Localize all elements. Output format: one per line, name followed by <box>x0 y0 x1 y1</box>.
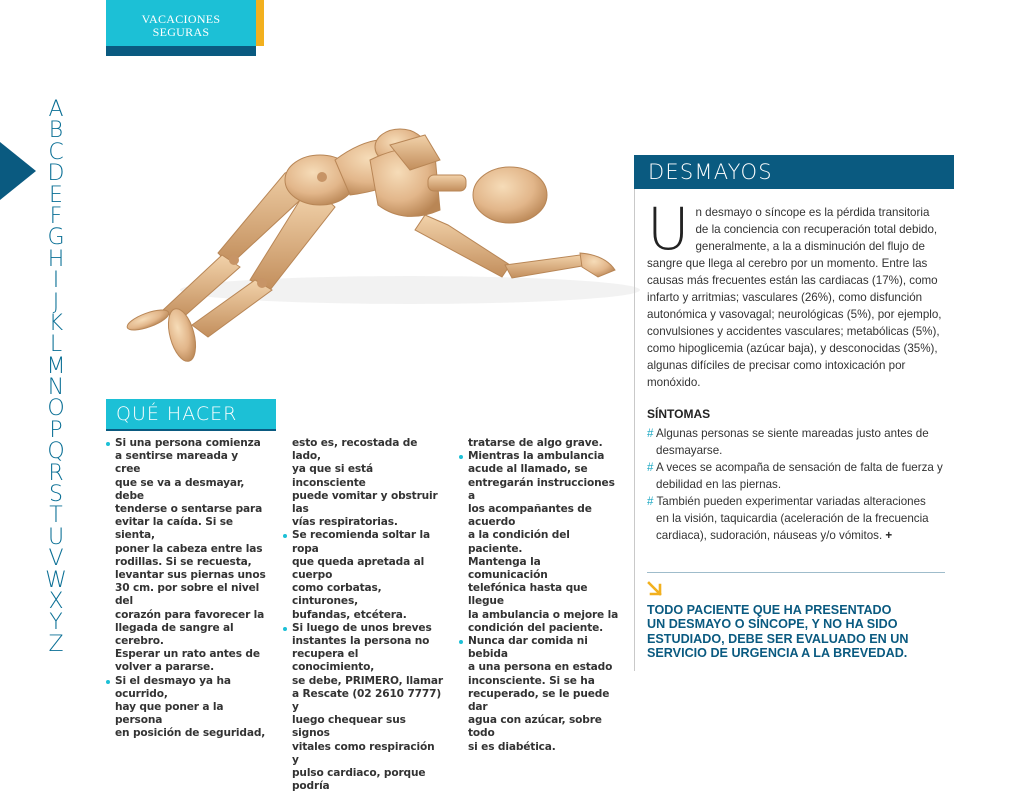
text-line: vitales como respiración y <box>292 740 435 766</box>
text-line: Si el desmayo ya ha ocurrido, <box>115 674 231 700</box>
text-line: También pueden experimentar variadas alteraciones <box>656 495 926 508</box>
alphabet-letter-a: A <box>48 97 64 122</box>
alphabet-letter-g: G <box>47 225 65 251</box>
text-line: si es diabética. <box>468 740 556 753</box>
text-line: generalmente, a la a disminución del flujo de <box>695 240 925 253</box>
text-line: Mientras la ambulancia <box>468 450 605 463</box>
text-line: UN DESMAYO O SÍNCOPE, Y NO HA SIDO <box>647 617 898 632</box>
text-line: ESTUDIADO, DEBE SER EVALUADO EN UN <box>647 631 909 646</box>
text-line: cardiaca), sudoración, náuseas y/o vómitos. <box>656 529 883 542</box>
text-line: poner la cabeza entre las <box>115 542 263 555</box>
alphabet-letter-x: X <box>48 588 64 614</box>
text-line: se debe, PRIMERO, llamar <box>292 674 443 687</box>
alphabet-index <box>44 99 68 655</box>
text-line: acude al llamado, se <box>468 463 588 476</box>
desmayos-intro <box>647 195 947 391</box>
text-line: como hipoglicemia (azúcar baja), y desconocidas (35%), <box>647 342 938 355</box>
alphabet-letter-j: J <box>52 289 60 315</box>
hash-bullet-icon: # <box>647 495 657 508</box>
que-hacer-title: QUÉ HACER <box>116 403 238 425</box>
alphabet-letter-z: Z <box>48 631 64 657</box>
text-line: a la condición del paciente. <box>468 529 570 555</box>
bullet-item <box>283 529 443 621</box>
text-line: los acompañantes de acuerdo <box>468 503 592 529</box>
alphabet-letter-o: O <box>47 396 65 422</box>
alphabet-letter-c: C <box>48 139 64 165</box>
text-line: luego chequear sus signos <box>292 714 406 740</box>
text-line: sangre que llega al cerebro por un momento. Entre las <box>647 257 928 270</box>
text-line: rodillas. Si se recuesta, <box>115 555 252 568</box>
text-line: la ambulancia o mejore la <box>468 608 619 621</box>
que-hacer-column-2 <box>283 437 443 793</box>
plus-icon: + <box>882 529 893 542</box>
text-line: bufandas, etcétera. <box>292 608 407 621</box>
text-line: 30 cm. por sobre el nivel del <box>115 582 260 608</box>
wooden-mannequin-illustration <box>110 115 630 385</box>
bullet-item <box>106 437 266 675</box>
sintoma-item <box>647 493 952 544</box>
text-line: SERVICIO DE URGENCIA A LA BREVEDAD. <box>647 646 908 661</box>
text-line: Nunca dar comida ni bebida <box>468 635 588 661</box>
alphabet-letter-p: P <box>49 417 63 443</box>
alphabet-letter-y: Y <box>49 610 63 636</box>
section-tab <box>106 0 256 56</box>
drop-cap: U <box>647 195 690 263</box>
text-line: inconsciente. Si se ha <box>468 674 595 687</box>
text-line: desmayarse. <box>656 444 723 457</box>
desmayos-title: DESMAYOS <box>648 160 773 184</box>
text-line: de la conciencia con recuperación total debido, <box>695 223 938 236</box>
alphabet-letter-s: S <box>49 482 63 508</box>
continuation-text <box>459 437 619 450</box>
alphabet-letter-l: L <box>49 332 63 358</box>
text-line: evitar la caída. Si se sienta, <box>115 516 233 542</box>
text-line: causas más frecuentes están las cardiacas (17%), como <box>647 274 938 287</box>
text-line: en la visión, taquicardia (aceleración de la frecuencia <box>656 512 929 525</box>
text-line: a una persona en estado <box>468 661 613 674</box>
text-line: A veces se acompaña de sensación de falta de fuerza y <box>656 461 943 474</box>
text-line: autonómica y vasovagal; neurológicas (5%), por ejemplo, <box>647 308 942 321</box>
text-line: ya que si está inconsciente <box>292 463 373 489</box>
text-line: en posición de seguridad, <box>115 727 266 740</box>
callout-text <box>647 603 947 661</box>
alphabet-letter-w: W <box>45 567 67 593</box>
alphabet-letter-t: T <box>49 503 63 529</box>
alphabet-letter-h: H <box>47 246 65 272</box>
alphabet-letter-q: Q <box>47 439 65 465</box>
text-line: instantes la persona no <box>292 635 430 648</box>
hash-bullet-icon: # <box>647 461 657 474</box>
text-line: a Rescate (02 2610 7777) y <box>292 687 442 714</box>
text-line: corazón para favorecer la <box>115 608 265 621</box>
que-hacer-heading <box>106 399 276 429</box>
text-line: debilidad en las piernas. <box>656 478 782 491</box>
alphabet-letter-e: E <box>49 182 63 208</box>
text-line: tenderse o sentarse para <box>115 503 263 516</box>
text-line: hay que poner a la persona <box>115 701 224 727</box>
text-line: puede vomitar y obstruir las <box>292 489 438 516</box>
bullet-item <box>459 450 619 635</box>
text-line: esto es, recostada de lado, <box>292 437 418 463</box>
alphabet-letter-f: F <box>49 203 63 229</box>
text-line: que queda apretada al cuerpo <box>292 555 425 582</box>
alphabet-letter-v: V <box>48 546 64 572</box>
text-line: entregarán instrucciones a <box>468 476 615 502</box>
text-line: agua con azúcar, sobre todo <box>468 714 602 740</box>
text-line: recupera el conocimiento, <box>292 648 375 674</box>
text-line: como corbatas, cinturones, <box>292 582 382 608</box>
alphabet-letter-r: R <box>48 460 64 486</box>
desmayos-heading <box>634 155 954 189</box>
text-line: Si una persona comienza <box>115 437 261 449</box>
alphabet-letter-u: U <box>47 524 65 550</box>
text-line: monóxido. <box>647 376 701 389</box>
continuation-text <box>283 437 443 529</box>
bullet-item <box>283 622 443 793</box>
text-line: llegada de sangre al cerebro. <box>115 621 234 648</box>
text-line: telefónica hasta que llegue <box>468 582 588 608</box>
alphabet-letter-i: I <box>52 268 60 294</box>
text-line: Se recomienda soltar la ropa <box>292 529 430 555</box>
callout-divider <box>647 572 945 573</box>
alphabet-letter-b: B <box>48 118 64 144</box>
que-hacer-rule <box>106 429 276 431</box>
que-hacer-column-1 <box>106 437 266 741</box>
intro-text <box>647 195 942 389</box>
alphabet-pointer-icon <box>0 142 36 200</box>
text-line: algunas difíciles de precisar como intoxicación por <box>647 359 906 372</box>
section-tab-line2: SEGURAS <box>152 25 210 39</box>
alphabet-letter-d: D <box>47 161 65 187</box>
sintomas-list <box>647 425 952 544</box>
arrow-down-right-icon <box>647 581 663 597</box>
bullet-item <box>459 635 619 754</box>
alphabet-letter-m: M <box>46 353 66 379</box>
text-line: a sentirse mareada y cree <box>115 450 239 476</box>
text-line: levantar sus piernas unos <box>115 569 266 582</box>
text-line: volver a pararse. <box>115 661 214 674</box>
sintomas-heading: SÍNTOMAS <box>647 407 711 421</box>
text-line: infarto y arritmias; vasculares (26%), como disfunción <box>647 291 923 304</box>
section-tab-line1: VACACIONES <box>141 12 221 26</box>
alphabet-letter-k: K <box>48 310 64 336</box>
text-line: pulso cardiaco, porque podría <box>292 767 426 793</box>
sintoma-item <box>647 425 952 459</box>
sintoma-item <box>647 459 952 493</box>
text-line: Mantenga la comunicación <box>468 555 548 582</box>
que-hacer-column-3 <box>459 437 619 754</box>
text-line: convulsiones y accidentes vasculares; metabólicas (5%), <box>647 325 940 338</box>
text-line: n desmayo o síncope es la pérdida transitoria <box>695 206 930 219</box>
text-line: Esperar un rato antes de <box>115 648 260 661</box>
text-line: recuperado, se le puede dar <box>468 687 610 714</box>
bullet-item <box>106 675 266 741</box>
text-line: Algunas personas se siente mareadas justo antes de <box>656 427 929 440</box>
text-line: vías respiratorias. <box>292 516 398 529</box>
text-line: Si luego de unos breves <box>292 621 432 634</box>
text-line: TODO PACIENTE QUE HA PRESENTADO <box>647 603 892 617</box>
text-line: tratarse de algo grave. <box>468 437 603 449</box>
section-tab-label <box>106 0 256 46</box>
text-line: condición del paciente. <box>468 621 604 634</box>
section-tab-accent <box>256 0 264 46</box>
alphabet-letter-n: N <box>47 375 65 401</box>
hash-bullet-icon: # <box>647 427 657 440</box>
right-panel-divider <box>634 189 635 671</box>
text-line: que se va a desmayar, debe <box>115 476 245 502</box>
